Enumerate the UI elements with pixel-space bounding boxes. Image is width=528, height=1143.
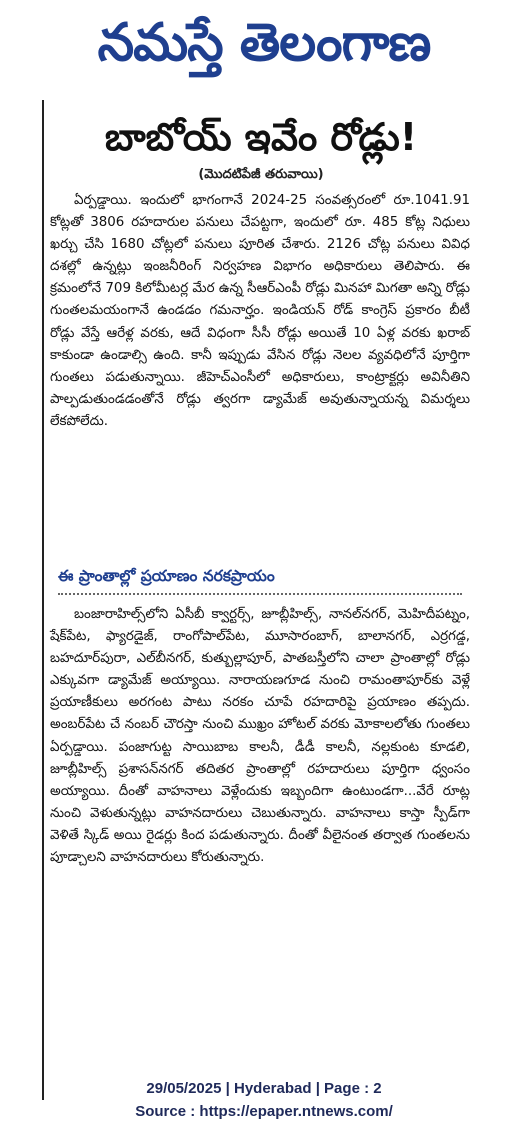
article-paragraph-1: ఏర్పడ్డాయి. ఇందులో భాగంగానే 2024-25 సంవత్సరంలో రూ.1041.91 కోట్లతో 3806 రహదారుల పనులు చేపట్టగా, ఇందులో రూ. 485 కోట్ల నిధులు ఖర్చు చేసి 1680 చోట్లలో పనులు పూరిత చేశారు. 2126 చోట్ల పనులు వివిధ దశల్లో ఉన్నట్లు ఇంజనీరింగ్ నిర్వహణ విభాగం అధికారులు తెలిపారు. ఈ క్రమంలోనే 709 కిలోమీటర్ల మేర ఉన్న సీఆర్ఎంపీ రోడ్లు మినహా మిగతా అన్ని రోడ్లు గుంతలమయంగానే ఉండడం గమనార్హం. ఇండియన్ రోడ్ కాంగ్రెస్ ప్రకారం బీటీ రోడ్లు వేస్తే ఆరేళ్ల వరకు, ఆదే విధంగా సీసీ రోడ్లు అయితే 10 ఏళ్ల వరకు ఖరాబ్ కాకుండా ఉండాల్సి ఉంది. కానీ ఇప్పుడు వేసిన రోడ్లు నెలల వ్యవధిలోనే పూర్తిగా గుంతలు పడుతున్నాయి. జీహెచ్ఎంసీలో అధికారులు, కాంట్రాక్టర్లు అవినీతిని పాల్పడుతుండడంతోనే రోడ్లు త్వరగా డ్యామేజ్ అవుతున్నాయన్న విమర్శలు లేకపోలేదు. (50, 193, 470, 429)
footer-dateline: 29/05/2025 | Hyderabad | Page : 2 (146, 1080, 382, 1097)
section-heading: ఈ ప్రాంతాల్లో ప్రయాణం నరకప్రాయం (58, 567, 462, 595)
article-headline: బాబోయ్ ఇవేం రోడ్లు! (104, 115, 418, 159)
continuation-note: (మొదటిపేజీ తరువాయి) (198, 167, 324, 182)
newspaper-masthead (0, 0, 528, 96)
masthead-title: నమస్తే తెలంగాణ (97, 13, 431, 73)
article-paragraph-2: బంజారాహిల్స్‌లోని ఏసీబీ క్వార్టర్స్, జూబ్లీహిల్స్, నానల్‌నగర్, మెహిదీపట్నం, షేక్‌పేట, ఫ్యారడైజ్, రాంగోపాల్‌పేట, మూసారంబాగ్, బాలానగర్, ఎర్రగడ్డ, బహదూర్‌పురా, ఎల్‌బీనగర్, కుత్బుల్లాపూర్, పాతబస్తీలోని చాలా ప్రాంతాల్లో రోడ్లు ఎక్కువగా డ్యామేజ్ అయ్యాయి. నారాయణగూడ నుంచి రామంతాపూర్‌కు వెళ్లే ప్రయాణీకులు అరగంట పాటు నరకం చూపే రహదారిపై ప్రయాణం తప్పదు. అంబర్‌పేట చే నంబర్ చౌరస్తా నుంచి ముఖ్రం హోటల్ వరకు మోకాలలోతు గుంతలు ఏర్పడ్డాయి. పంజాగుట్ట సాయిబాబ కాలనీ, డీడీ కాలనీ, నల్లకుంట కూడలి, జూబ్లీహిల్స్ ప్రశాసన్‌నగర్ తదితర ప్రాంతాల్లో రహదారులు పూర్తిగా ధ్వంసం అయ్యాయి. దీంతో వాహనాలు వెళ్లేందుకు ఇబ్బందిగా ఉంటుండగా...వేరే రూట్ల నుంచి వెళుతున్నట్లు వాహనదారులు చెబుతున్నారు. వాహనాలు కాస్తా స్పీడ్‌గా వెళితే స్కిడ్ అయి రైడర్లు కింద పడుతున్నారు. దీంతో వీలైనంత తర్వాత గుంతలను పూడ్చాలని వాహనదారులు కోరుతున్నారు. (50, 607, 470, 866)
footer-source: Source : https://epaper.ntnews.com/ (135, 1103, 393, 1120)
